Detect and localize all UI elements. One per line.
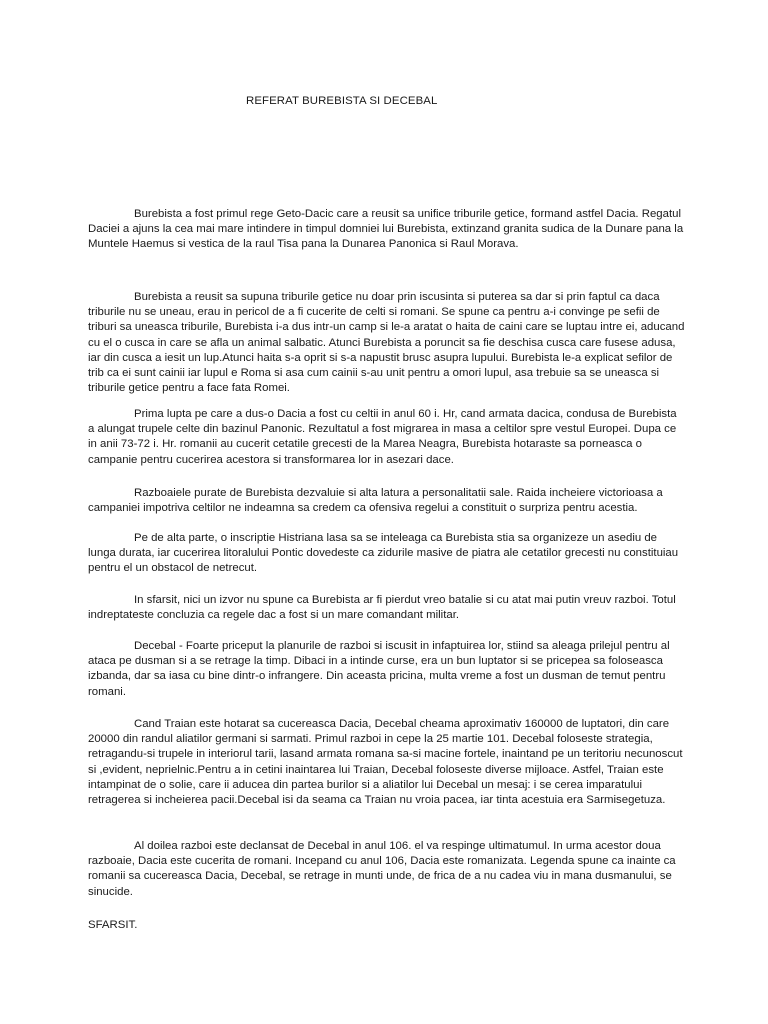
paragraph-traian-first-war: Cand Traian este hotarat sa cucereasca Dacia, Decebal cheama aproximativ 160000 de luptatori, din care 20000 din randul aliatilor germani si sarmati. Primul razboi in cepe la 25 martie 101. Decebal foloseste strategia, retragandu-si trupele in interiorul tarii, lasand armata romana sa-si macine fortele, inaintand pe un teritoriu necunoscut si ,evident, neprielnic.Pentru a in cetini inaintarea lui Traian, Decebal foloseste diverse mijloace. Astfel, Traian este intampinat de o solie, care ii aducea din partea burilor si a aliatilor lui Decebal un mesaj: i se cerea imparatului retragerea si incheierea pacii.Decebal isi da seama ca Traian nu vroia pacea, iar tinta acestuia era Sarmisegetuza.: [88, 718, 683, 807]
paragraph-decebal-intro: Decebal - Foarte priceput la planurile de razboi si iscusit in infaptuirea lor, stiind sa aleaga prilejul pentru al ataca pe dusman si a se retrage la timp. Dibaci in a intinde curse, era un bun luptator si se pricepea sa foloseasca izbanda, dar sa iasa cu bine dintr-o infrangere. Din aceasta pricina, multa vreme a fost un dusman de temut pentru romani.: [88, 640, 670, 698]
document-closing: SFARSIT.: [88, 919, 138, 931]
paragraph-first-battle: Prima lupta pe care a dus-o Dacia a fost cu celtii in anul 60 i. Hr, cand armata dacica, condusa de Burebista a alungat trupele celte din bazinul Panonic. Rezultatul a fost migrarea in masa a celtilor spre vestul Europei. Dupa ce in anii 73-72 i. Hr. romanii au cucerit cetatile grecesti de la Marea Neagra, Burebista hotaraste sa porneasca o campanie pentru cucerirea acestora si transformarea lor in asezari dace.: [88, 408, 677, 466]
paragraph-military-commander: In sfarsit, nici un izvor nu spune ca Burebista ar fi pierdut vreo batalie si cu atat mai putin vreuv razboi. Totul indreptateste concluzia ca regele dac a fost si un mare comandant militar.: [88, 594, 676, 622]
paragraph-wars-personality: Razboaiele purate de Burebista dezvaluie si alta latura a personalitatii sale. Raida incheiere victorioasa a campaniei impotriva celtilor ne indeamna sa credem ca ofensiva regelui a constituit o surpriza pentru acestia.: [88, 487, 663, 515]
paragraph-burebista-unification: Burebista a reusit sa supuna triburile getice nu doar prin iscusinta si puterea sa dar si prin faptul ca daca triburile nu se uneau, erau in pericol de a fi cucerite de celti si romani. Se spune ca pentru a-i convinge pe sefii de triburi sa uneasca triburile, Burebista i-a dus intr-un camp si le-a aratat o haita de caini care se luptau intre ei, aducand cu el o cusca in care se afla un animal salbatic. Atunci Burebista a poruncit sa fie deschisa cusca care fusese adusa, iar din cusca a iesit un lup.Atunci haita s-a oprit si s-a napustit brusc asupra lupului. Burebista le-a explicat sefilor de trib ca ei sunt cainii iar lupul e Roma si asa cum cainii s-au unit pentru a omori lupul, asa trebuie sa se uneasca si triburile getice pentru a face fata Romei.: [88, 291, 685, 395]
paragraph-histrian-inscription: Pe de alta parte, o inscriptie Histriana lasa sa se inteleaga ca Burebista stia sa organizeze un asediu de lunga durata, iar cucerirea litoralului Pontic dovedeste ca zidurile masive de piatra ale cetatilor grecesti nu constituiau pentru el un obstacol de netrecut.: [88, 532, 679, 575]
paragraph-burebista-intro: Burebista a fost primul rege Geto-Dacic care a reusit sa unifice triburile getice, formand astfel Dacia. Regatul Daciei a ajuns la cea mai mare intindere in timpul domniei lui Burebista, extinzand granita sudica de la Dunare pana la Muntele Haemus si vestica de la raul Tisa pana la Dunarea Panonica si Raul Morava.: [88, 208, 684, 251]
paragraph-second-war: Al doilea razboi este declansat de Decebal in anul 106. el va respinge ultimatumul. In urma acestor doua razboaie, Dacia este cucerita de romani. Incepand cu anul 106, Dacia este romanizata. Legenda spune ca inainte ca romanii sa cucereasca Dacia, Decebal, se retrage in munti unde, de frica de a nu cadea viu in mana dusmanului, se sinucide.: [88, 840, 676, 898]
document-title: REFERAT BUREBISTA SI DECEBAL: [246, 95, 438, 107]
